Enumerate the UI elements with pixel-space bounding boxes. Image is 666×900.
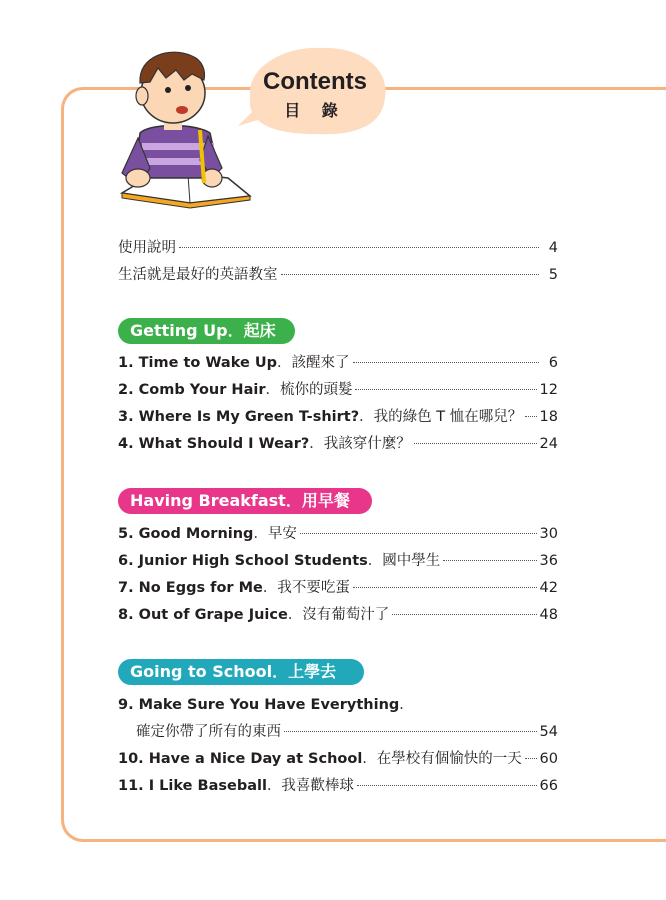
entry-title: 11. I Like Baseball: [118, 778, 267, 794]
title-zh: 目 錄: [284, 101, 346, 120]
leader-dots: [357, 785, 537, 786]
section-list-getting-up: [118, 351, 558, 459]
page-number: 30: [539, 526, 558, 542]
leader-dots: [392, 614, 536, 615]
leader-dots: [355, 389, 536, 390]
toc-entry-continuation[interactable]: [118, 720, 558, 747]
page-number: 66: [539, 778, 558, 794]
entry-title-zh: 確定你帶了所有的東西: [136, 724, 281, 740]
entry-title: 生活就是最好的英語教室: [118, 267, 278, 283]
page-number: 54: [539, 724, 558, 740]
page-number: 18: [539, 409, 558, 425]
entry-title-zh: ．我喜歡棒球: [266, 778, 354, 794]
toc-entry[interactable]: [118, 405, 558, 432]
page-number: 48: [539, 607, 558, 623]
leader-dots: [284, 731, 537, 732]
entry-title: 2. Comb Your Hair: [118, 382, 266, 398]
entry-title-zh: ．沒有葡萄汁了: [287, 607, 390, 623]
leader-dots: [353, 587, 537, 588]
entry-title-zh: ．該醒來了: [277, 355, 350, 371]
section-badge-getting-up: Getting Up．起床: [118, 318, 295, 344]
entry-title: 10. Have a Nice Day at School: [118, 751, 363, 767]
page-number: 6: [548, 355, 558, 371]
leader-dots: [443, 560, 536, 561]
entry-title-zh: ．梳你的頭髮: [265, 382, 353, 398]
toc-entry[interactable]: [118, 549, 558, 576]
leader-dots: [525, 758, 537, 759]
toc-entry[interactable]: [118, 236, 558, 263]
toc-entry[interactable]: [118, 522, 558, 549]
entry-title: 3. Where Is My Green T-shirt?: [118, 409, 360, 425]
section-list-going-to-school: [118, 693, 558, 801]
entry-title: 9. Make Sure You Have Everything: [118, 697, 400, 713]
toc-entry[interactable]: [118, 693, 558, 720]
leader-dots: [179, 247, 539, 248]
toc-entry[interactable]: [118, 774, 558, 801]
section-badge-having-breakfast: Having Breakfast．用早餐: [118, 488, 372, 514]
page-number: 42: [539, 580, 558, 596]
title-en: Contents: [263, 68, 367, 95]
entry-title: 8. Out of Grape Juice: [118, 607, 288, 623]
toc-entry[interactable]: [118, 263, 558, 290]
entry-title-zh: ．我不要吃蛋: [262, 580, 350, 596]
entry-title: 5. Good Morning: [118, 526, 254, 542]
entry-title-zh: ．在學校有個愉快的一天: [362, 751, 522, 767]
entry-title: 1. Time to Wake Up: [118, 355, 277, 371]
section-badge-going-to-school: Going to School．上學去: [118, 659, 364, 685]
leader-dots: [281, 274, 540, 275]
page-number: 5: [548, 267, 558, 283]
toc-entry[interactable]: [118, 603, 558, 630]
entry-title-zh: ．國中學生: [367, 553, 441, 569]
page-number: 36: [539, 553, 558, 569]
leader-dots: [353, 362, 540, 363]
leader-dots: [525, 416, 536, 417]
toc-entry[interactable]: [118, 378, 558, 405]
toc-entry[interactable]: [118, 576, 558, 603]
leader-dots: [414, 443, 537, 444]
entry-title: 4. What Should I Wear?: [118, 436, 310, 452]
boy-reading-illustration: [100, 38, 400, 213]
entry-title-zh: ．我該穿什麼？: [309, 436, 411, 452]
entry-title: 使用說明: [118, 240, 176, 256]
entry-title-zh: ．早安: [253, 526, 297, 542]
page-number: 12: [539, 382, 558, 398]
intro-list: [118, 236, 558, 290]
section-list-having-breakfast: [118, 522, 558, 630]
entry-title-zh: ．我的綠色 T 恤在哪兒？: [359, 409, 523, 425]
toc-entry[interactable]: [118, 351, 558, 378]
entry-title: 6. Junior High School Students: [118, 553, 368, 569]
leader-dots: [300, 533, 537, 534]
toc-entry[interactable]: [118, 432, 558, 459]
entry-title: 7. No Eggs for Me: [118, 580, 263, 596]
page-number: 4: [548, 240, 558, 256]
page-number: 60: [539, 751, 558, 767]
contents-heading: [245, 68, 385, 121]
toc-entry[interactable]: [118, 747, 558, 774]
page-number: 24: [539, 436, 558, 452]
entry-title-zh: ．: [399, 697, 414, 713]
